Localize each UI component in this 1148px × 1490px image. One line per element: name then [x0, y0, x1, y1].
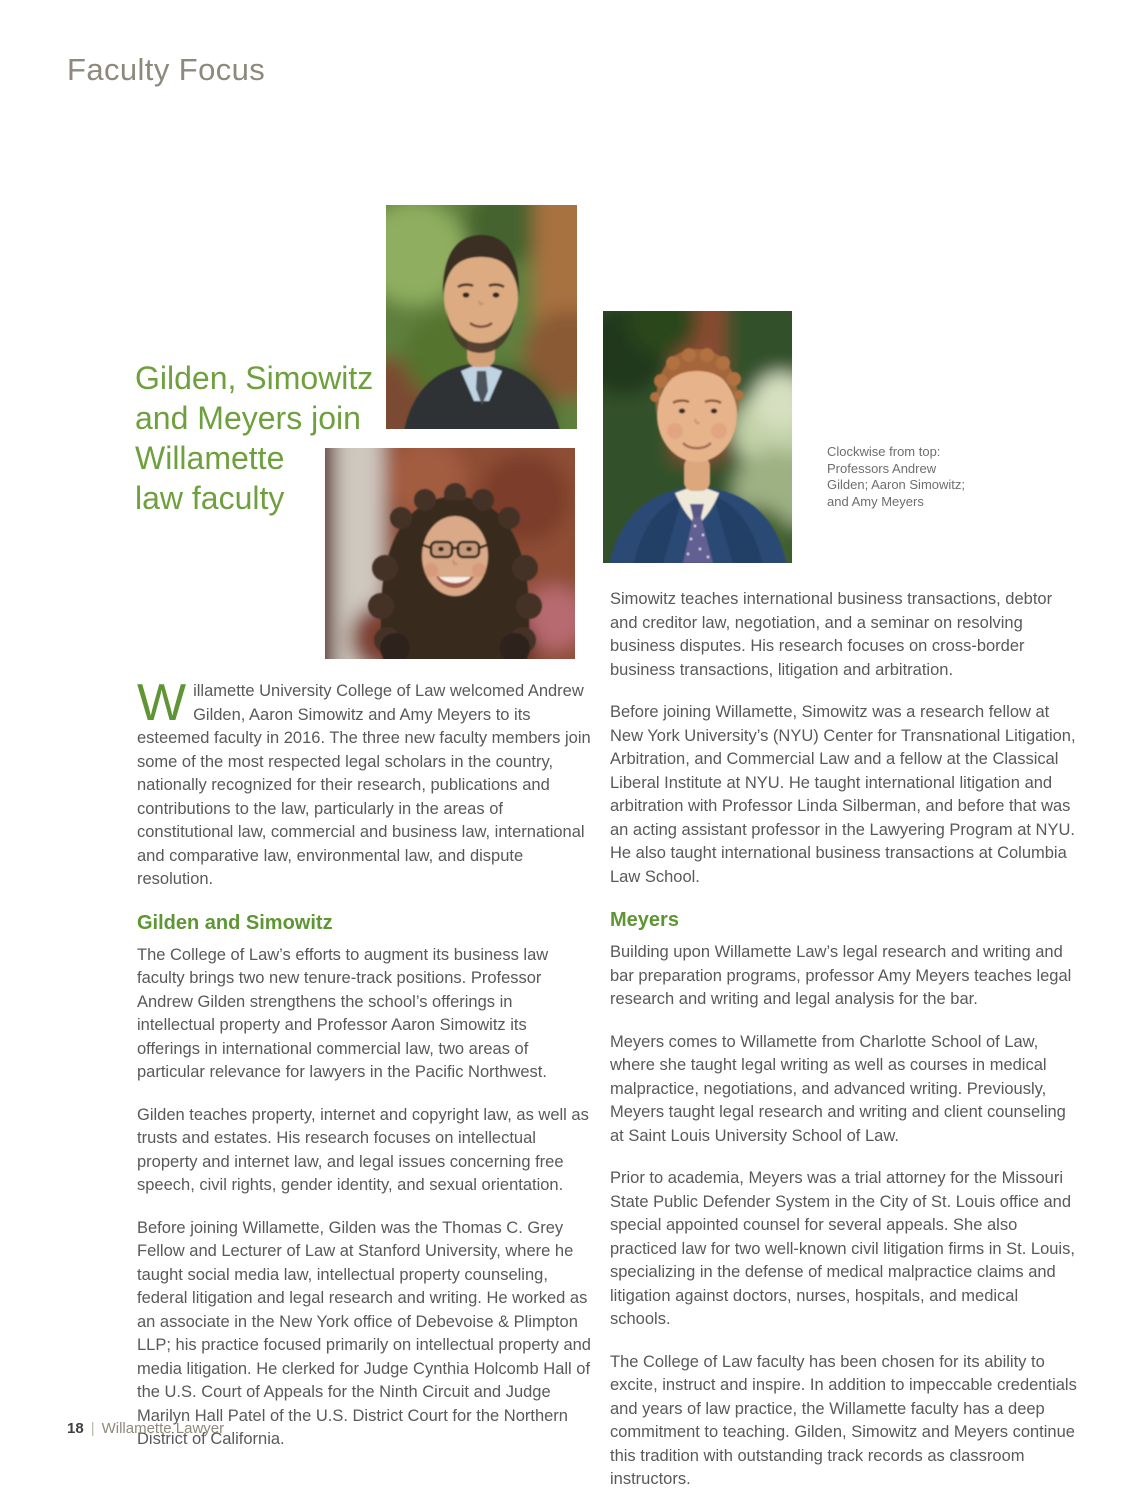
page-number: 18 [67, 1420, 84, 1437]
section-heading-meyers: Meyers [610, 909, 679, 931]
portrait-illustration-gilden [386, 205, 577, 429]
footer-separator: | [90, 1420, 95, 1437]
intro-paragraph [137, 674, 592, 892]
body-paragraph: The College of Law’s efforts to augment its business law faculty brings two new tenure-track positions. Professor Andrew Gilden strengthens the school’s offerings in intellectual property and Professor Aaron Simowitz its offerings in international commercial law, two areas of particular relevance for lawyers in the Pacific Northwest. [137, 945, 549, 1081]
page-title: Faculty Focus [67, 52, 266, 87]
article-right-column [610, 588, 1081, 1490]
caption-line: Clockwise from top: [827, 444, 941, 459]
body-paragraph: Meyers comes to Willamette from Charlotte School of Law, where she taught legal writing as well as courses in medical malpractice, negotiations, and advanced writing. Previously, Meyers taught legal research and writing and client counseling at Saint Louis University School of Law. [610, 1032, 1066, 1145]
intro-text: illamette University College of Law welcomed Andrew Gilden, Aaron Simowitz and Amy Meyers to its esteemed faculty in 2016. The three new faculty members join some of the most respected legal scholars in the country, nationally recognized for their research, publications and contributions to the law, particularly in the areas of constitutional law, commercial and business law, international and comparative law, environmental law, and dispute resolution. [137, 682, 591, 888]
headline-line: law faculty [135, 480, 285, 516]
headline-line: Willamette [135, 440, 285, 476]
headline-line: and Meyers join [135, 400, 361, 436]
body-paragraph: The College of Law faculty has been chosen for its ability to excite, instruct and inspire. In addition to impeccable credentials and years of law practice, the Willamette faculty has a deep commitment to teaching. Gilden, Simowitz and Meyers continue this tradition with outstanding track records as classroom instructors. [610, 1352, 1077, 1488]
portrait-illustration-meyers [325, 448, 575, 659]
body-paragraph: Gilden teaches property, internet and copyright law, as well as trusts and estates. His research focuses on intellectual property and internet law, and legal issues concerning free speech, civil rights, gender identity, and sexual orientation. [137, 1105, 589, 1194]
caption-line: Gilden; Aaron Simowitz; [827, 477, 966, 492]
publication-name: Willamette Lawyer [101, 1420, 225, 1437]
article-left-column [137, 674, 592, 1471]
headline-line: Gilden, Simowitz [135, 360, 374, 396]
photo-aaron-simowitz [603, 311, 792, 563]
body-paragraph: Building upon Willamette Law’s legal research and writing and bar preparation programs, professor Amy Meyers teaches legal research and writing and legal analysis for the bar. [610, 943, 1072, 1008]
photo-andrew-gilden [386, 205, 577, 429]
portrait-illustration-simowitz [603, 311, 792, 563]
body-paragraph: Prior to academia, Meyers was a trial attorney for the Missouri State Public Defender System in the City of St. Louis office and special appointed counsel for several appeals. She also practiced law for two well-known civil litigation firms in St. Louis, specializing in the defense of medical malpractice claims and litigation against doctors, nurses, hospitals, and medical schools. [610, 1169, 1075, 1328]
section-heading-gilden-simowitz: Gilden and Simowitz [137, 911, 333, 934]
body-paragraph: Before joining Willamette, Gilden was the Thomas C. Grey Fellow and Lecturer of Law at Stanford University, where he taught social media law, intellectual property counseling, federal litigation and legal research and writing. He worked as an associate in the New York office of Debevoise & Plimpton LLP; his practice focused primarily on intellectual property and media litigation. He clerked for Judge Cynthia Holcomb Hall of the U.S. Court of Appeals for the Ninth Circuit and Judge Marilyn Hall Patel of the U.S. District Court for the Northern District of California. [137, 1218, 591, 1448]
caption-line: Professors Andrew [827, 460, 937, 476]
body-paragraph: Simowitz teaches international business transactions, debtor and creditor law, negotiation, and a seminar on resolving business disputes. His research focuses on cross-border business transactions, litigation and arbitration. [610, 590, 1053, 679]
page-footer [67, 1420, 224, 1437]
body-paragraph: Before joining Willamette, Simowitz was a research fellow at New York University’s (NYU) Center for Transnational Litigation, Arbitration, and Commercial Law and a fellow at the Classical Liberal Institute at NYU. He taught international litigation and arbitration with Professor Linda Silberman, and before that was an acting assistant professor in the Lawyering Program at NYU. He also taught international business transactions at Columbia Law School. [610, 703, 1076, 886]
photo-amy-meyers [325, 448, 575, 659]
caption-line: and Amy Meyers [827, 493, 924, 509]
photo-caption [827, 444, 1007, 510]
drop-cap: W [137, 674, 187, 732]
